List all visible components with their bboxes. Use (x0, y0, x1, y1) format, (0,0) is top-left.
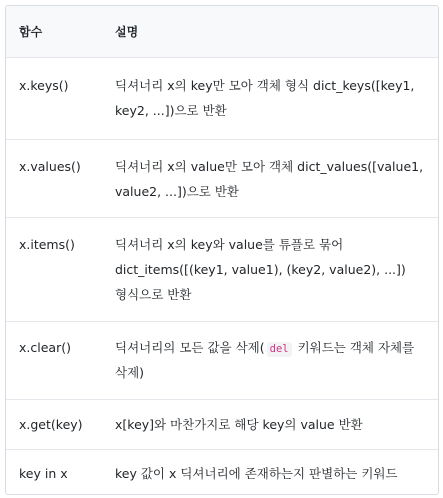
table-row (6, 58, 438, 140)
function-description (115, 461, 431, 486)
table-row (6, 140, 438, 218)
description-line: 삭제) (115, 365, 145, 380)
description-text: 키워드는 객체 자체를 (293, 340, 415, 355)
header-description: 설명 (115, 25, 139, 39)
description-line: dict_items([(key1, value1), (key2, value2), ...]) (115, 262, 406, 277)
function-description (115, 154, 431, 204)
header-function: 함수 (19, 25, 43, 39)
description-line (115, 335, 431, 360)
inline-code-del: del (267, 342, 292, 357)
function-description (115, 232, 431, 307)
function-name: key in x (19, 466, 68, 481)
function-name: x.values() (19, 159, 81, 174)
description-line: key2, ...])으로 반환 (115, 103, 227, 118)
table-row (6, 400, 438, 450)
function-name: x.keys() (19, 78, 69, 93)
function-name: x.items() (19, 237, 75, 252)
description-line: 딕셔너리 x의 value만 모아 객체 dict_values([value1, (115, 159, 424, 174)
function-description (115, 335, 431, 385)
table-row (6, 322, 438, 400)
function-description (115, 73, 431, 123)
description-line: 형식으로 반환 (115, 287, 192, 302)
function-name: x.get(key) (19, 417, 83, 432)
function-name: x.clear() (19, 340, 71, 355)
description-line: value2, ...])으로 반환 (115, 184, 239, 199)
description-line: 딕셔너리 x의 key와 value를 튜플로 묶어 (115, 237, 344, 252)
table-row (6, 218, 438, 322)
table-row (6, 450, 438, 495)
description-line: 딕셔너리 x의 key만 모아 객체 형식 dict_keys([key1, (115, 78, 415, 93)
functions-table (5, 5, 439, 495)
description-line: x[key]와 마찬가지로 해당 key의 value 반환 (115, 417, 363, 432)
table-header-row (6, 6, 438, 58)
function-description (115, 412, 431, 437)
description-text: 딕셔너리의 모든 값을 삭제( (115, 340, 265, 355)
description-line: key 값이 x 딕셔너리에 존재하는지 판별하는 키워드 (115, 466, 398, 481)
